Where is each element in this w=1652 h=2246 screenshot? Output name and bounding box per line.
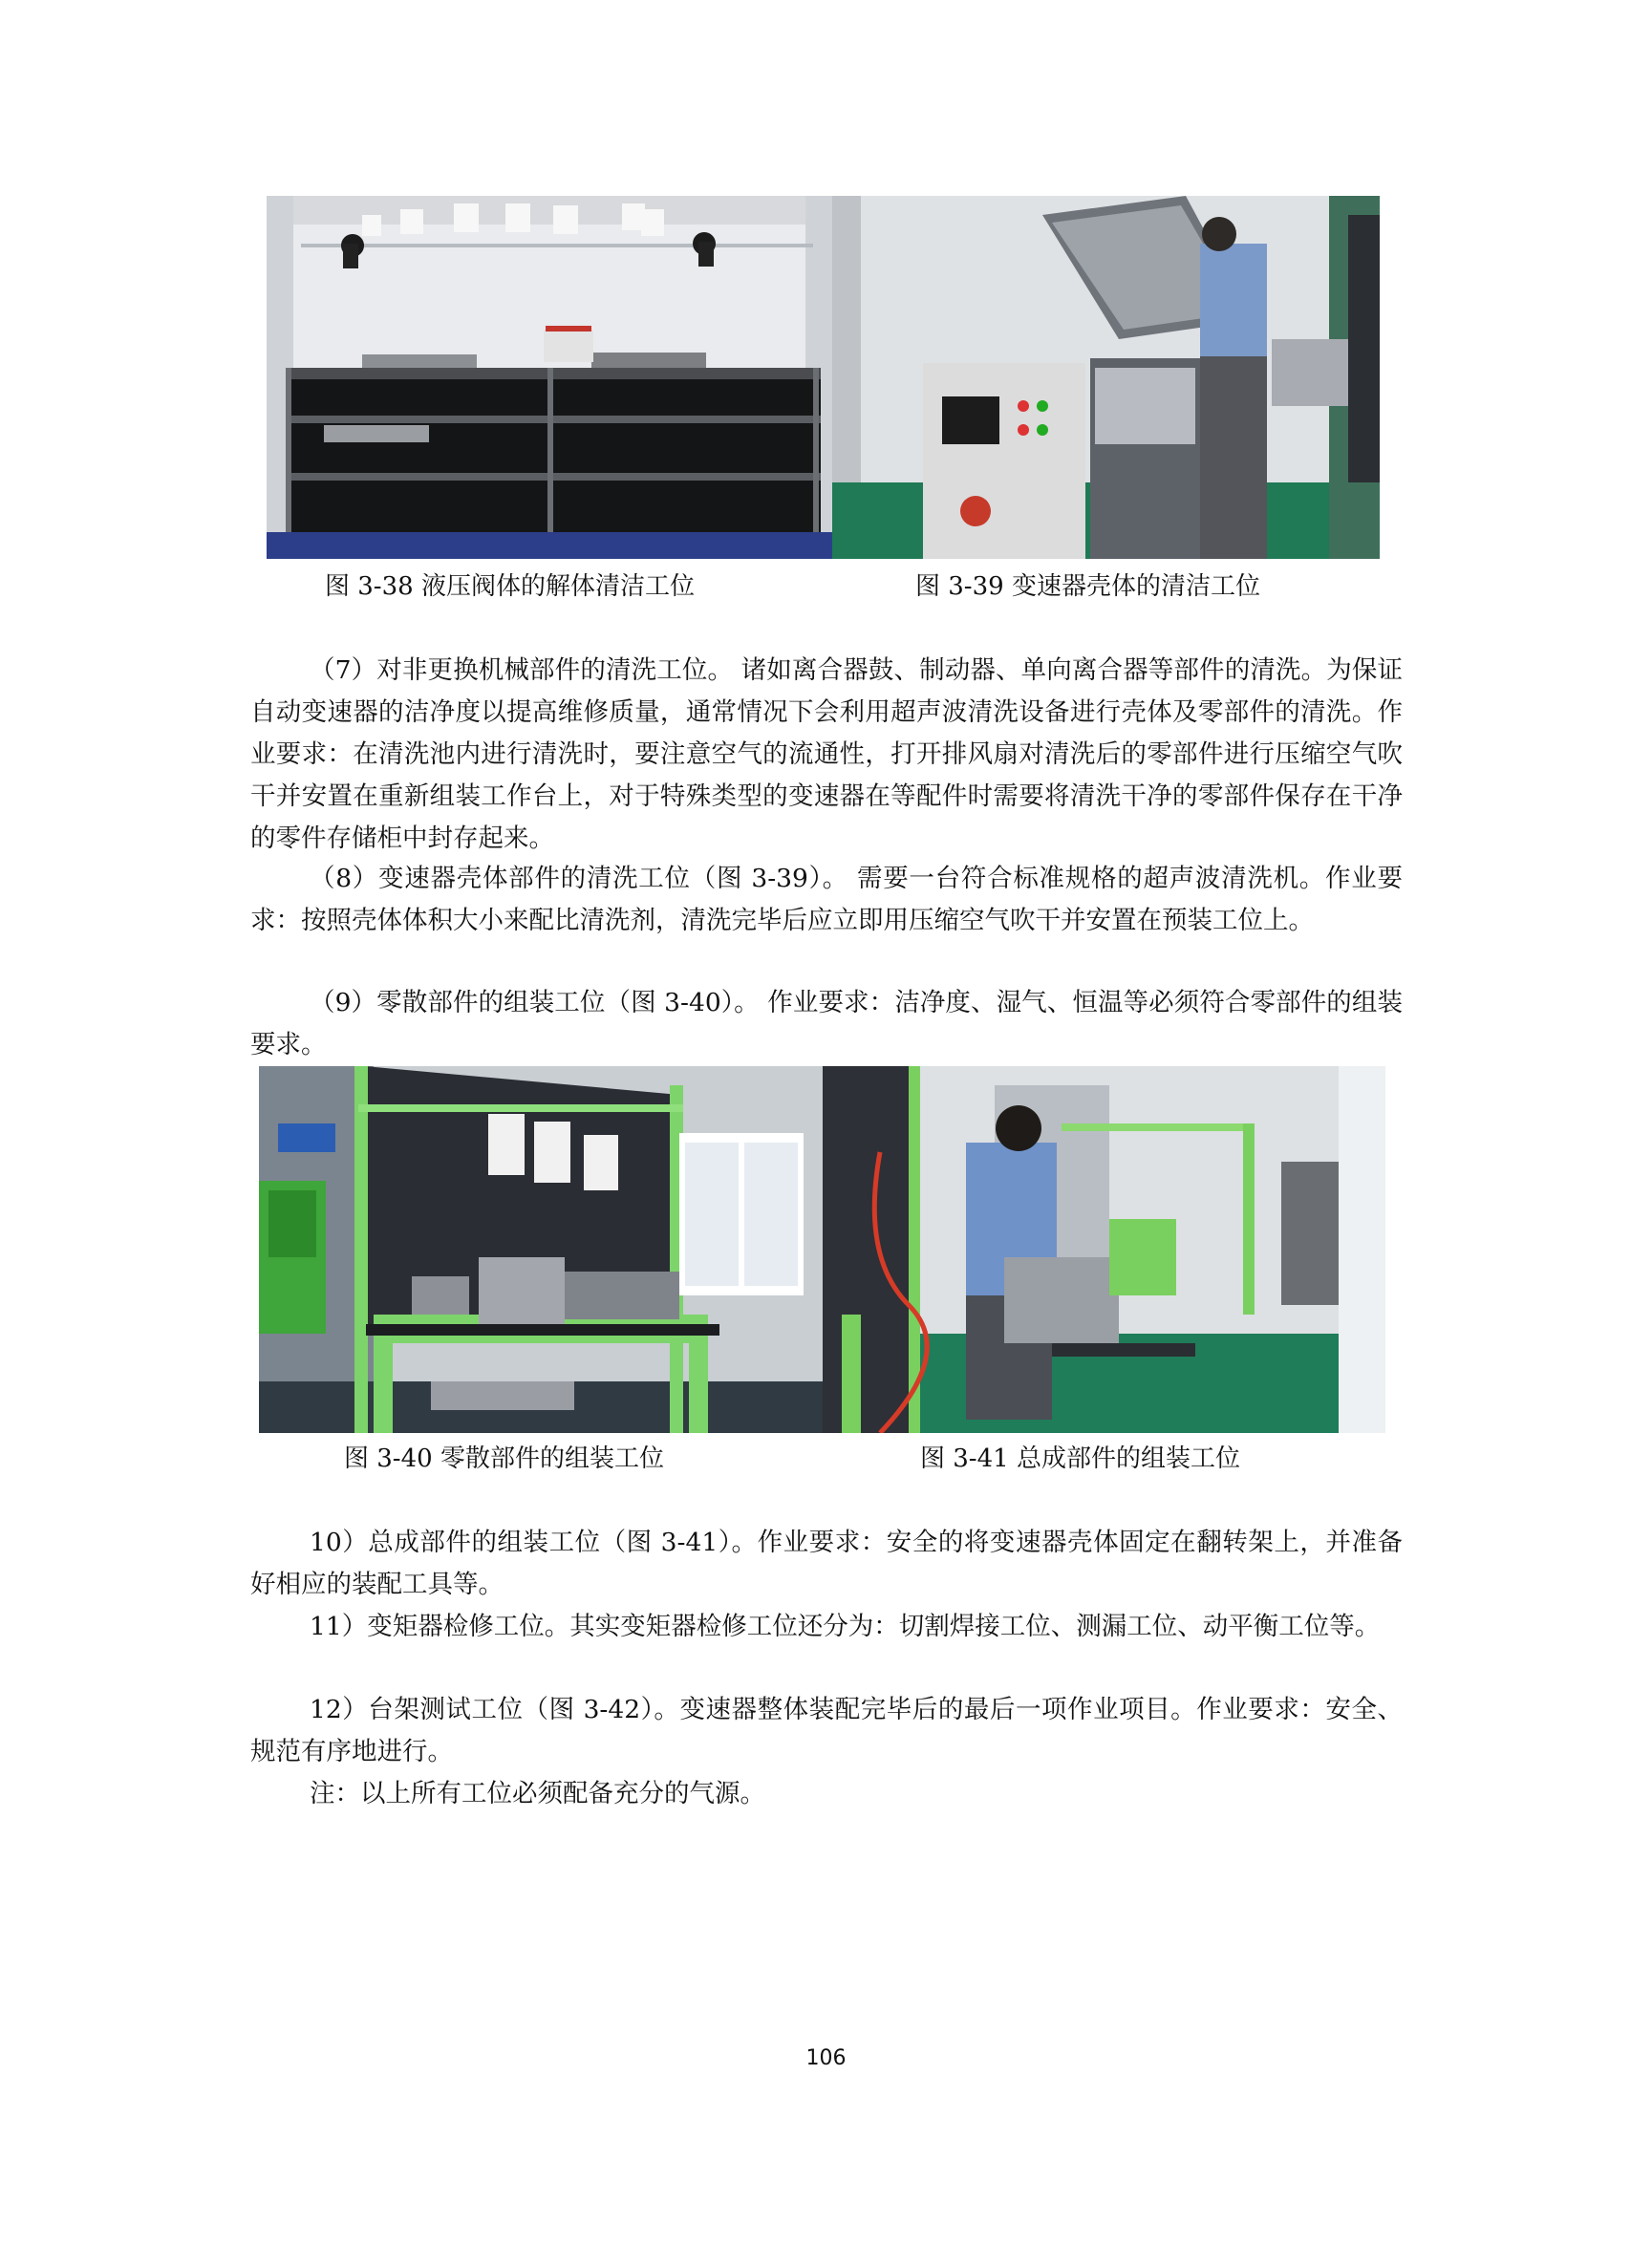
figure-3-41-caption: 图 3-41 总成部件的组装工位 [920,1444,1240,1473]
paragraph-10: 10）总成部件的组装工位（图 3-41）。作业要求：安全的将变速器壳体固定在翻转架上，并准备好相应的装配工具等。 [250,1528,1403,1599]
paragraph-8: （8）变速器壳体部件的清洗工位（图 3-39）。 需要一台符合标准规格的超声波清洗机。作业要求：按照壳体体积大小来配比清洗剂，清洗完毕后应立即用压缩空气吹干并安置在预装工位上。 [250,864,1403,935]
figure-3-39-caption: 图 3-39 变速器壳体的清洁工位 [915,572,1260,601]
figure-3-39-photo [832,196,1380,559]
paragraph-7: （7）对非更换机械部件的清洗工位。 诸如离合器鼓、制动器、单向离合器等部件的清洗。为保证自动变速器的洁净度以提高维修质量，通常情况下会利用超声波清洗设备进行壳体及零部件的清洗。作业要求：在清洗池内进行清洗时，要注意空气的流通性，打开排风扇对清洗后的零部件进行压缩空气吹干并安置在重新组装工作台上，对于特殊类型的变速器在等配件时需要将清洗干净的零部件保存在干净的零件存储柜中封存起来。 [250,655,1403,853]
paragraph-9: （9）零散部件的组装工位（图 3-40）。 作业要求：洁净度、湿气、恒温等必须符合零部件的组装要求。 [250,988,1403,1059]
page-number: 106 [805,2046,847,2070]
paragraph-note: 注：以上所有工位必须配备充分的气源。 [310,1779,765,1808]
figure-3-40-caption: 图 3-40 零散部件的组装工位 [344,1444,664,1473]
figure-3-40-photo [259,1066,823,1433]
figure-3-41-photo [823,1066,1385,1433]
paragraph-12: 12）台架测试工位（图 3-42）。变速器整体装配完毕后的最后一项作业项目。作业要求：安全、规范有序地进行。 [250,1695,1403,1766]
figure-3-38-caption: 图 3-38 液压阀体的解体清洁工位 [325,572,695,601]
figure-3-38-photo [267,196,832,559]
paragraph-11: 11）变矩器检修工位。其实变矩器检修工位还分为：切割焊接工位、测漏工位、动平衡工位等。 [310,1612,1381,1641]
